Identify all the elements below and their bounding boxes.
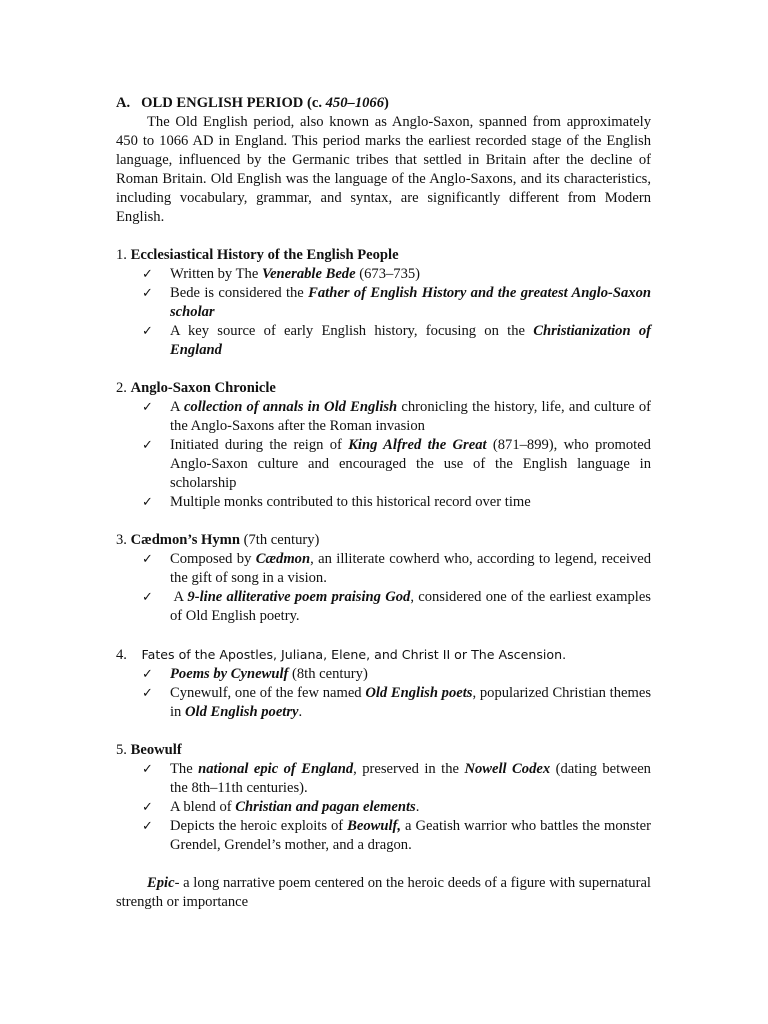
text: Cynewulf, one of the few named (170, 685, 366, 701)
list-heading-4 (116, 645, 651, 665)
list-number: 3. (116, 532, 127, 548)
list-item (142, 588, 651, 626)
list-heading-2 (116, 379, 651, 398)
emphasis: Cædmon (255, 551, 311, 567)
text: a Geatish warrior who battles the monster Grendel, Grendel’s mother, and a dragon. (170, 818, 651, 853)
emphasis: national epic of England (198, 761, 354, 777)
text: Composed by (170, 551, 256, 567)
check-icon: ✓ (142, 800, 153, 815)
emphasis: Father of English History and the greatest Anglo-Saxon scholar (170, 285, 652, 320)
text: Initiated during the reign of (170, 437, 349, 453)
list-title: Anglo-Saxon Chronicle (130, 380, 276, 396)
section-title: OLD ENGLISH PERIOD (c. (141, 95, 326, 111)
check-icon: ✓ (142, 667, 153, 682)
bullet-list-3 (116, 550, 651, 626)
epic-definition (116, 874, 651, 912)
text: A (170, 399, 184, 415)
text: . (415, 799, 420, 815)
emphasis: collection of annals in Old English (183, 399, 398, 415)
text: A (170, 589, 188, 605)
emphasis: Christianization of England (170, 323, 651, 358)
text: The (170, 761, 199, 777)
list-item (142, 684, 651, 722)
emphasis: Old English poetry (185, 704, 299, 720)
list-heading-3 (116, 531, 651, 550)
check-icon: ✓ (142, 324, 153, 339)
list-number: 5. (116, 742, 127, 758)
text: A blend of (170, 799, 236, 815)
list-number: 2. (116, 380, 127, 396)
text: Multiple monks contributed to this historical record over time (170, 494, 531, 510)
check-icon: ✓ (142, 286, 153, 301)
list-item (142, 550, 651, 588)
list-item (142, 398, 652, 436)
text: , preserved in the (353, 761, 465, 777)
list-number: 1. (116, 247, 127, 263)
list-item (142, 436, 651, 493)
list-title: Cædmon’s Hymn (130, 532, 240, 548)
check-icon: ✓ (142, 552, 153, 567)
list-title: Fates of the Apostles, Juliana, Elene, and Christ II or The Ascension. (141, 647, 567, 662)
list-item (142, 493, 651, 512)
emphasis: King Alfred the Great (348, 437, 487, 453)
check-icon: ✓ (142, 438, 153, 453)
document-body (116, 94, 651, 912)
check-icon: ✓ (142, 495, 153, 510)
list-heading-5 (116, 741, 651, 760)
emphasis: Beowulf, (347, 818, 402, 834)
section-heading (116, 94, 651, 113)
check-icon: ✓ (142, 819, 153, 834)
list-item (142, 322, 651, 360)
text: , popularized Christian themes in (170, 685, 651, 720)
text: . (298, 704, 303, 720)
emphasis: Old English poets (365, 685, 473, 701)
emphasis: Poems by Cynewulf (170, 666, 289, 682)
epic-text: - a long narrative poem centered on the heroic deeds of a figure with supernatural strength or importance (116, 875, 651, 910)
text: (7th century) (239, 532, 320, 548)
list-item (142, 284, 652, 322)
section-dates: 450–1066 (325, 95, 384, 111)
list-item (142, 760, 651, 798)
text: Depicts the heroic exploits of (170, 818, 348, 834)
list-title: Ecclesiastical History of the English People (130, 247, 399, 263)
text: Bede is considered the (170, 285, 309, 301)
check-icon: ✓ (142, 762, 153, 777)
check-icon: ✓ (142, 590, 153, 605)
text: A key source of early English history, focusing on the (170, 323, 534, 339)
list-item (142, 817, 651, 855)
list-item (142, 665, 651, 684)
text: chronicling the history, life, and culture of the Anglo-Saxons after the Roman invasion (170, 399, 652, 434)
bullet-list-1 (116, 265, 651, 360)
section-letter: A. (116, 95, 131, 111)
epic-term: Epic (147, 875, 175, 891)
intro-paragraph: The Old English period, also known as Anglo-Saxon, spanned from approximately 450 to 1066 AD in England. This period marks the earliest recorded stage of the English language, influenced by the Germanic tribes that settled in Britain after the decline of Roman Britain. Old English was the language of the Anglo-Saxons, and its characteristics, including vocabulary, grammar, and syntax, are significantly different from Modern English. (116, 114, 651, 225)
text: (8th century) (288, 666, 368, 682)
emphasis: 9-line alliterative poem praising God (187, 589, 411, 605)
text: (dating between the 8th–11th centuries). (170, 761, 651, 796)
list-number: 4. (116, 647, 127, 663)
bullet-list-2 (116, 398, 651, 512)
bullet-list-4 (116, 665, 651, 722)
list-item (142, 798, 651, 817)
list-item (142, 265, 651, 284)
list-heading-1 (116, 246, 651, 265)
emphasis: Nowell Codex (464, 761, 551, 777)
bullet-list-5 (116, 760, 651, 855)
text: (871–899), who promoted Anglo-Saxon culture and encouraged the use of the English language in scholarship (170, 437, 651, 491)
emphasis: Venerable Bede (261, 266, 356, 282)
check-icon: ✓ (142, 400, 153, 415)
section-close: ) (384, 95, 389, 111)
text: , an illiterate cowherd who, according to legend, received the gift of song in a vision. (170, 551, 651, 586)
text: , considered one of the earliest examples of Old English poetry. (170, 589, 651, 624)
check-icon: ✓ (142, 686, 153, 701)
text: (673–735) (355, 266, 421, 282)
check-icon: ✓ (142, 267, 153, 282)
emphasis: Christian and pagan elements (235, 799, 416, 815)
text: Written by The (170, 266, 262, 282)
list-title: Beowulf (130, 742, 182, 758)
